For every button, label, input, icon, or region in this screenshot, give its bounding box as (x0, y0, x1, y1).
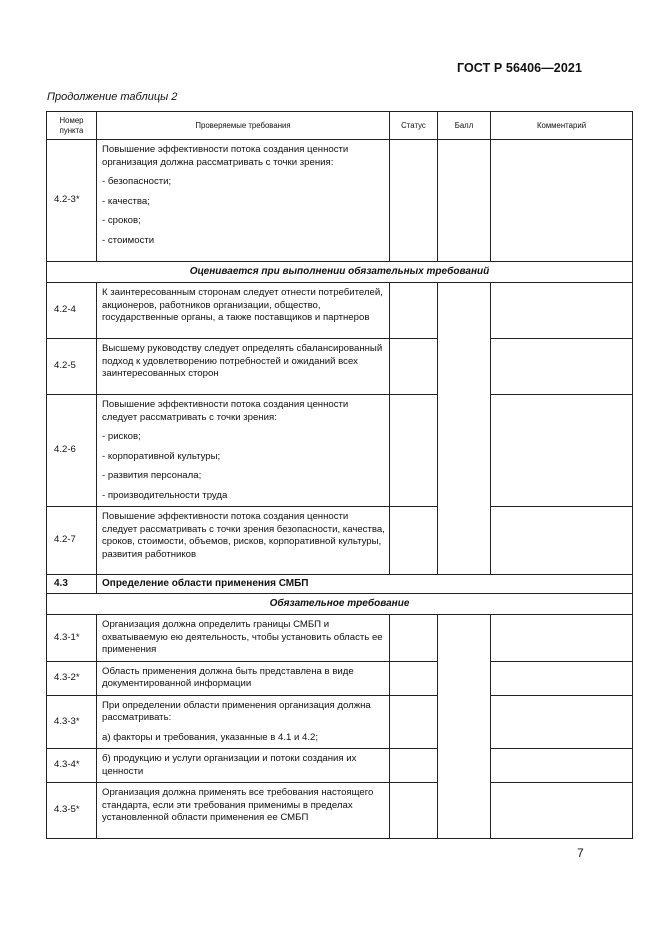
requirement-text: Повышение эффективности потока создания ценности следует рассматривать с точки зрения: (102, 399, 349, 423)
row-number: 4.3-1* (47, 615, 97, 662)
row-number: 4.3-4* (47, 749, 97, 783)
requirement-text: - качества; (102, 195, 150, 207)
status-cell[interactable] (390, 783, 438, 839)
requirement-text: б) продукцию и услуги организации и потоки создания их ценности (102, 753, 357, 777)
requirement-text: Повышение эффективности потока создания ценности организация должна рассматривать с точки зрения: (102, 144, 349, 168)
requirement-text: - сроков; (102, 215, 141, 226)
score-cell[interactable] (438, 283, 491, 575)
section-heading: Оценивается при выполнении обязательных требований (47, 262, 633, 283)
row-number: 4.3-3* (47, 695, 97, 749)
row-requirement (97, 283, 390, 339)
score-cell[interactable] (438, 140, 491, 262)
table-row (47, 395, 633, 507)
status-cell[interactable] (390, 749, 438, 783)
row-number: 4.3-2* (47, 661, 97, 695)
table-row (47, 140, 633, 262)
requirement-text: Повышение эффективности потока создания ценности следует рассматривать с точки зрения безопасности, качества, сроков, стоимости, объемов, рисков, корпоративной культуры, развития работников (102, 511, 385, 560)
section-row (47, 262, 633, 283)
row-requirement (97, 783, 390, 839)
row-requirement (97, 507, 390, 575)
comment-cell[interactable] (491, 749, 633, 783)
col-header-comment: Комментарий (491, 112, 633, 140)
row-requirement (97, 140, 390, 262)
row-requirement (97, 695, 390, 749)
requirements-table (46, 111, 633, 839)
standard-code: ГОСТ Р 56406—2021 (456, 61, 582, 75)
comment-cell[interactable] (491, 783, 633, 839)
table-row (47, 661, 633, 695)
requirement-text: а) факторы и требования, указанные в 4.1 и 4.2; (102, 731, 319, 743)
requirement-text: Высшему руководству следует определять сбалансированный подход к удовлетворению потребностей и ожиданий всех заинтересованных сторон (102, 343, 383, 379)
table-row (47, 507, 633, 575)
section-heading: Обязательное требование (47, 594, 633, 615)
table-caption: Продолжение таблицы 2 (47, 91, 178, 103)
row-requirement (97, 749, 390, 783)
page-number: 7 (577, 846, 584, 860)
requirement-text: К заинтересованным сторонам следует отнести потребителей, акционеров, работников организации, общество, государственные органы, а также поставщиков и партнеров (102, 287, 383, 323)
table-row (47, 339, 633, 395)
status-cell[interactable] (390, 695, 438, 749)
comment-cell[interactable] (491, 661, 633, 695)
comment-cell[interactable] (491, 695, 633, 749)
comment-cell[interactable] (491, 339, 633, 395)
status-cell[interactable] (390, 140, 438, 262)
table-header-row (47, 112, 633, 140)
requirement-text: - безопасности; (102, 176, 172, 187)
table-row (47, 783, 633, 839)
row-number: 4.2-5 (47, 339, 97, 395)
row-requirement (97, 661, 390, 695)
status-cell[interactable] (390, 615, 438, 662)
subsection-row (47, 575, 633, 594)
table-row (47, 615, 633, 662)
status-cell[interactable] (390, 283, 438, 339)
status-cell[interactable] (390, 395, 438, 507)
status-cell[interactable] (390, 507, 438, 575)
requirement-text: При определении области применения организация должна рассматривать: (102, 699, 371, 723)
requirement-text: - рисков; (102, 431, 141, 442)
row-requirement (97, 339, 390, 395)
requirement-text: - стоимости (102, 234, 155, 246)
requirement-text: - производительности труда (102, 489, 228, 501)
row-number: 4.2-7 (47, 507, 97, 575)
status-cell[interactable] (390, 661, 438, 695)
requirement-text: - развития персонала; (102, 470, 202, 481)
section-row (47, 594, 633, 615)
requirement-text: Организация должна определить границы СМБП и охватываемую ею деятельность, чтобы установить область ее применения (102, 619, 383, 655)
col-header-number: Номер пункта (47, 112, 97, 140)
row-number: 4.2-6 (47, 395, 97, 507)
row-number: 4.2-3* (47, 140, 97, 262)
table-row (47, 695, 633, 749)
requirement-text: Область применения должна быть представлена в виде документированной информации (102, 665, 354, 689)
row-number: 4.2-4 (47, 283, 97, 339)
table-row (47, 283, 633, 339)
row-requirement (97, 615, 390, 662)
table-row (47, 749, 633, 783)
subsection-title: Определение области применения СМБП (97, 575, 633, 594)
col-header-score: Балл (438, 112, 491, 140)
comment-cell[interactable] (491, 615, 633, 662)
requirement-text: Организация должна применять все требования настоящего стандарта, если эти требования применимы в пределах установленной области применения ее СМБП (102, 787, 374, 823)
comment-cell[interactable] (491, 395, 633, 507)
col-header-status: Статус (390, 112, 438, 140)
comment-cell[interactable] (491, 283, 633, 339)
score-cell[interactable] (438, 615, 491, 839)
comment-cell[interactable] (491, 507, 633, 575)
comment-cell[interactable] (491, 140, 633, 262)
col-header-requirements: Проверяемые требования (97, 112, 390, 140)
row-number: 4.3 (47, 575, 97, 594)
row-number: 4.3-5* (47, 783, 97, 839)
row-requirement (97, 395, 390, 507)
requirement-text: - корпоративной культуры; (102, 450, 221, 462)
status-cell[interactable] (390, 339, 438, 395)
